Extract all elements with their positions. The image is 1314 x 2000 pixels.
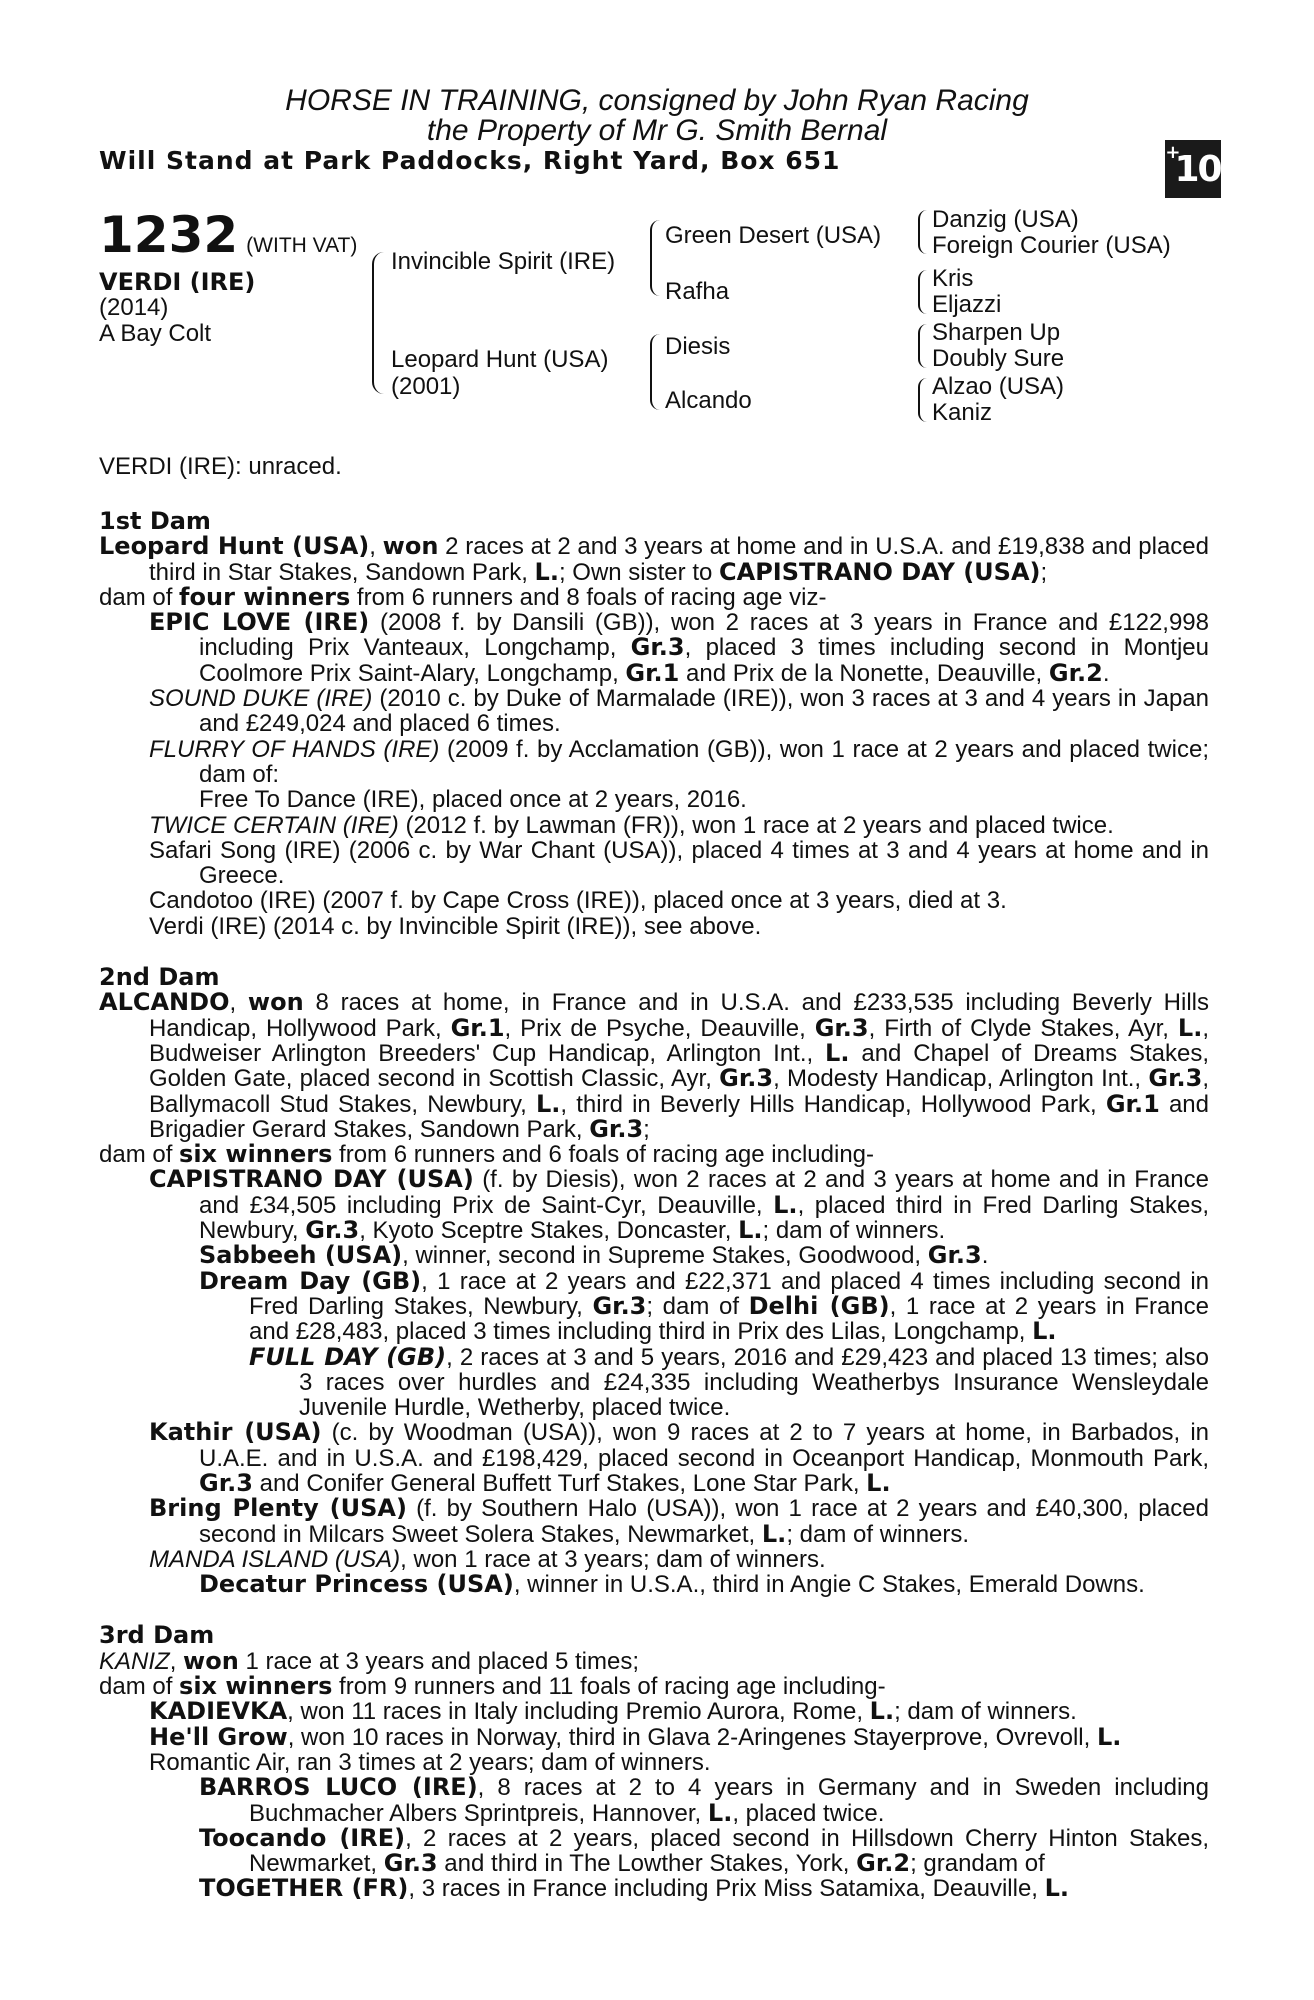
produce-verdi: Verdi (IRE) (2014 c. by Invincible Spirit (IRE)), see above. bbox=[149, 912, 762, 940]
horse-name: VERDI (IRE) bbox=[99, 268, 256, 296]
first-dam-record: Leopard Hunt (USA), won 2 races at 2 and 3 years at home and in U.S.A. and £19,838 and placed third in Star Stakes, Sandown Park, L.; Own sister to CAPISTRANO DAY (USA); bbox=[99, 532, 1209, 586]
produce-hell-grow: He'll Grow, won 10 races in Norway, third in Glava 2-Aringenes Stayerprove, Ovrevoll, L. bbox=[149, 1722, 1122, 1751]
pedigree-ss: Green Desert (USA) bbox=[665, 222, 882, 249]
second-dam-record: ALCANDO, won 8 races at home, in France and in U.S.A. and £233,535 including Beverly Hills Handicap, Hollywood Park, Gr.1, Prix de Psyche, Deauville, Gr.3, Firth of Clyde Stakes, Ayr, L., Budweiser Arlington Breeders' Cup Handicap, Arlington Int., L. and Chapel of Dreams Stakes, Golden Gate, placed second in Scottish Classic, Ayr, Gr.3, Modesty Handicap, Arlington Int., Gr.3, Ballymacoll Stud Stakes, Newbury, L., third in Beverly Hills Handicap, Hollywood Park, Gr.1 and Brigadier Gerard Stakes, Sandown Park, Gr.3; bbox=[99, 988, 1209, 1143]
produce-capistrano-day: CAPISTRANO DAY (USA) (f. by Diesis), won 2 races at 2 and 3 years at home and in France and £34,505 including Prix de Saint-Cyr, Deauville, L., placed third in Fred Darling Stakes, Newbury, Gr.3, Kyoto Sceptre Stakes, Doncaster, L.; dam of winners. bbox=[149, 1165, 1210, 1245]
pedigree-dd: Alcando bbox=[665, 387, 752, 414]
pedigree-dsd: Doubly Sure bbox=[932, 345, 1065, 372]
first-dam-name: Leopard Hunt (USA) bbox=[99, 532, 370, 561]
second-dam-name: ALCANDO bbox=[99, 988, 230, 1017]
stand-location: Will Stand at Park Paddocks, Right Yard, Box 651 bbox=[99, 146, 841, 175]
produce-epic-love: EPIC LOVE (IRE) (2008 f. by Dansili (GB)), won 2 races at 3 years in France and £122,998 including Prix Vanteaux, Longchamp, Gr.3, placed 3 times including second in Montjeu Coolmore Prix Saint-Alary, Longchamp, Gr.1 and Prix de la Nonette, Deauville, Gr.2. bbox=[149, 608, 1210, 687]
pedigree-sds: Kris bbox=[932, 265, 974, 292]
pedigree-sdd: Eljazzi bbox=[932, 291, 1002, 318]
produce-twice-certain: TWICE CERTAIN (IRE) (2012 f. by Lawman (FR)), won 1 race at 2 years and placed twice. bbox=[149, 811, 1114, 839]
produce-candotoo: Candotoo (IRE) (2007 f. by Cape Cross (IRE)), placed once at 3 years, died at 3. bbox=[149, 887, 1007, 915]
horse-description: A Bay Colt bbox=[99, 320, 212, 347]
badge-plus: + bbox=[1165, 142, 1179, 163]
race-record-text: VERDI (IRE): unraced. bbox=[99, 453, 342, 480]
third-dam-record: KANIZ, won 1 race at 3 years and placed 5 times; bbox=[99, 1646, 639, 1675]
pedigree-ssd: Foreign Courier (USA) bbox=[932, 232, 1171, 259]
pedigree-dam-year: (2001) bbox=[391, 373, 461, 400]
produce-full-day: FULL DAY (GB), 2 races at 3 and 5 years, 2016 and £29,423 and placed 13 times; also 3 races over hurdles and £24,335 including Weatherbys Insurance Wensleydale Juvenile Hurdle, Wetherby, placed twice. bbox=[249, 1342, 1210, 1422]
pedigree-brace-main bbox=[372, 252, 384, 394]
pedigree-ds: Diesis bbox=[665, 333, 731, 360]
produce-kadievka: KADIEVKA, won 11 races in Italy including Premio Aurora, Rome, L.; dam of winners. bbox=[149, 1697, 1077, 1726]
lot-number bbox=[99, 208, 357, 273]
produce-decatur-princess: Decatur Princess (USA), winner in U.S.A., third in Angie C Stakes, Emerald Downs. bbox=[199, 1570, 1145, 1599]
third-dam-heading: 3rd Dam bbox=[99, 1621, 215, 1650]
header-line-1: HORSE IN TRAINING, consigned by John Ryan Racing bbox=[285, 84, 1029, 117]
produce-dream-day: Dream Day (GB), 1 race at 2 years and £22,371 and placed 4 times including second in Fred Darling Stakes, Newbury, Gr.3; dam of Delhi (GB), 1 race at 2 years in France and £28,483, placed 3 times including third in Prix des Lilas, Longchamp, L. bbox=[199, 1266, 1209, 1346]
produce-free-to-dance: Free To Dance (IRE), placed once at 2 years, 2016. bbox=[199, 786, 747, 814]
produce-together: TOGETHER (FR), 3 races in France including Prix Miss Satamixa, Deauville, L. bbox=[199, 1874, 1070, 1903]
pedigree-dam: Leopard Hunt (USA) bbox=[391, 346, 609, 373]
pedigree-ddd: Kaniz bbox=[932, 399, 993, 426]
produce-kathir: Kathir (USA) (c. by Woodman (USA)), won 9 races at 2 to 7 years at home, in Barbados, in U.A.E. and in U.S.A. and £198,429, placed second in Oceanport Handicap, Monmouth Park, Gr.3 and Conifer General Buffett Turf Stakes, Lone Star Park, L. bbox=[149, 1418, 1209, 1497]
produce-flurry-of-hands: FLURRY OF HANDS (IRE) (2009 f. by Acclamation (GB)), won 1 race at 2 years and placed twice; dam of: bbox=[149, 735, 1209, 788]
produce-sound-duke: SOUND DUKE (IRE) (2010 c. by Duke of Marmalade (IRE)), won 3 races at 3 and 4 years in Japan and £249,024 and placed 6 times. bbox=[149, 685, 1209, 738]
third-dam-name: KANIZ bbox=[99, 1647, 170, 1675]
produce-barros-luco: BARROS LUCO (IRE), 8 races at 2 to 4 years in Germany and in Sweden including Buchmacher Albers Sprintpreis, Hannover, L., placed twice. bbox=[199, 1773, 1209, 1827]
second-dam-produce-summary: dam of six winners from 6 runners and 6 foals of racing age including- bbox=[99, 1140, 875, 1169]
pedigree-sss: Danzig (USA) bbox=[932, 206, 1079, 233]
first-dam-produce-summary: dam of four winners from 6 runners and 8 foals of racing age viz- bbox=[99, 582, 827, 611]
pedigree-brace-sire bbox=[650, 220, 660, 296]
pedigree-sire: Invincible Spirit (IRE) bbox=[391, 248, 616, 275]
won-label: won bbox=[382, 532, 439, 561]
produce-romantic-air: Romantic Air, ran 3 times at 2 years; dam of winners. bbox=[149, 1748, 711, 1776]
produce-sabbeeh: Sabbeeh (USA), winner, second in Supreme Stakes, Goodwood, Gr.3. bbox=[199, 1241, 989, 1270]
first-dam-heading: 1st Dam bbox=[99, 507, 211, 535]
pedigree-brace-dam bbox=[650, 334, 660, 410]
pedigree-brace-sd bbox=[918, 270, 927, 314]
second-dam-heading: 2nd Dam bbox=[99, 963, 220, 992]
produce-safari-song: Safari Song (IRE) (2006 c. by War Chant (USA)), placed 4 times at 3 and 4 years at home and in Greece. bbox=[149, 836, 1209, 890]
lot-badge bbox=[1165, 140, 1221, 198]
lot-number-value: 1232 bbox=[99, 206, 239, 264]
third-dam-produce-summary: dam of six winners from 9 runners and 11 foals of racing age including- bbox=[99, 1672, 886, 1701]
horse-year: (2014) bbox=[99, 294, 169, 321]
produce-manda-island: MANDA ISLAND (USA), won 1 race at 3 years; dam of winners. bbox=[149, 1545, 826, 1573]
pedigree-brace-ss bbox=[918, 210, 927, 254]
vat-note: (WITH VAT) bbox=[246, 234, 358, 257]
pedigree-brace-dd bbox=[918, 378, 927, 422]
pedigree-sd: Rafha bbox=[665, 278, 730, 305]
badge-number: 10 bbox=[1174, 149, 1221, 190]
pedigree-dss: Sharpen Up bbox=[932, 319, 1061, 346]
pedigree-dds: Alzao (USA) bbox=[932, 373, 1065, 400]
produce-toocando: Toocando (IRE), 2 races at 2 years, placed second in Hillsdown Cherry Hinton Stakes, Newmarket, Gr.3 and third in The Lowther Stakes, York, Gr.2; grandam of bbox=[199, 1823, 1210, 1878]
catalogue-body bbox=[99, 509, 1209, 1902]
pedigree-brace-ds bbox=[918, 324, 927, 368]
race-record bbox=[99, 454, 1209, 479]
header-line-2: the Property of Mr G. Smith Bernal bbox=[426, 114, 888, 147]
produce-bring-plenty: Bring Plenty (USA) (f. by Southern Halo (USA)), won 1 race at 2 years and £40,300, placed second in Milcars Sweet Solera Stakes, Newmarket, L.; dam of winners. bbox=[149, 1494, 1209, 1548]
